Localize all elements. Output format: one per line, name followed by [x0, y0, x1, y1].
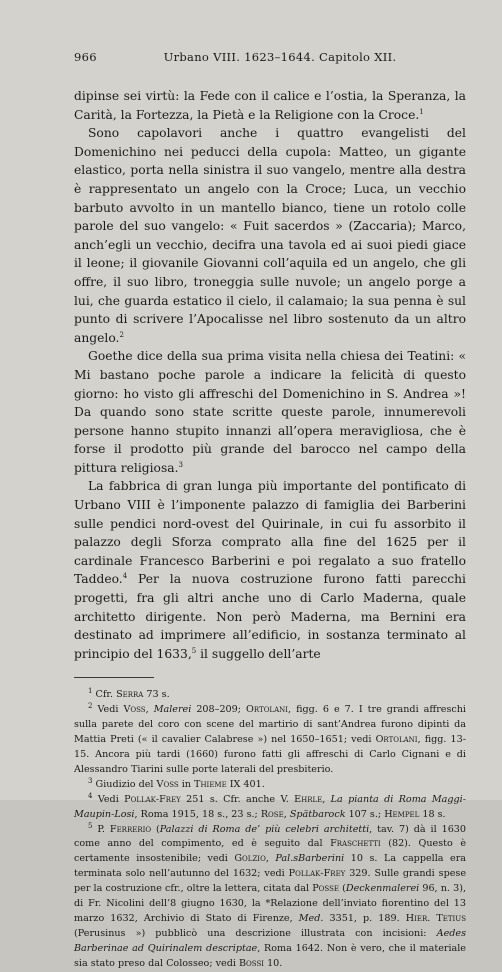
paragraph-1: dipinse sei virtù: la Fede con il calice e l’ostia, la Speranza, la Carità, la Fortezza, la Pietà e la Religione con la Croce.$^1$ — [74, 89, 466, 122]
footnote-ref[interactable]: 3 — [178, 460, 183, 469]
footnote-1: $^1$ Cfr. Serra 73 s. — [88, 687, 170, 701]
running-head — [74, 50, 466, 64]
footnote-ref[interactable]: 5 — [191, 646, 197, 655]
footnote-4: $^4$ Vedi Pollak-Frey 251 s. Cfr. anche V. Ehrle, La pianta di Roma Maggi-Maupin-Losi, Roma 1915, 18 s., 23 s.; Rose, Spätbarock 107 s.; Hempel 18 s. — [74, 791, 466, 820]
page-number: 966 — [74, 50, 97, 64]
footnote-2: $^2$ Vedi Voss, Malerei 208–209; Ortolani, figg. 6 e 7. I tre grandi affreschi sulla parete del coro con scene del martirio di sant’Andrea furono dipinti da Mattia Preti (« il cavalier Calabrese ») nel 1650–1651; vedi Ortolani, figg. 13-15. Ancora più tardi (1660) furono fatti gli affreschi di Carlo Cignani e di Alessandro Tiarini sulle porte laterali del presbiterio. — [74, 702, 466, 775]
footnote-ref[interactable]: 4 — [122, 572, 128, 581]
paragraph-2: Sono capolavori anche i quattro evangelisti del Domenichino nei peducci della cupola: Matteo, un gigante elastico, porta nella sinistra il suo vangelo, mentre alla destra è rappresentato un angelo con la Croce; Luca, un vecchio barbuto avvolto in un mantello bianco, tiene un rotolo colle parole del suo vangelo: « Fuit sacerdos » (Zaccaria); Marco, anch’egli un vecchio, decifra una tavola ed ai suoi piedi giace il leone; il giovanile Giovanni coll’aquila ed un angelo, che gli offre, il suo libro, troneggia sulle nuvole; un angelo porge a lui, che guarda estatico il cielo, il calamaio; la sua penna è sul punto di scrivere l’Apocalisse nel libro sostenuto da un altro angelo.$^2$ — [74, 126, 466, 345]
footnote-5: $^5$ P. Ferrerio (Palazzi di Roma de’ più celebri architetti, tav. 7) dà il 1630 come anno del compimento, ed è seguito dal Fraschetti (82). Questo è certamente insostenibile; vedi Golzio, Pal.sBarberini 10 s. La cappella era terminata solo nell’autunno del 1632; vedi Pollak-Frey 329. Sulle grandi spese per la costruzione cfr., oltre la lettera, citata dal Posse (Deckenmalerei 96, n. 3), di Fr. Nicolini dell’8 giugno 1630, la *Relazione dell’inviato fiorentino del 13 marzo 1632, Archivio di Stato di Firenze, Med. 3351, p. 189. Hier. Tetius (Perusinus ») pubblicò una descrizione illustrata con incisioni: Aedes Barberinae ad Quirinalem descriptae, Roma 1642. Non è vero, che il materiale sia stato preso dal Colosseo; vedi Bossi 10. — [74, 821, 467, 969]
paragraph-4: La fabbrica di gran lunga più importante del pontificato di Urbano VIII è l’imponente palazzo di famiglia dei Barberini sulle pendici nord-ovest del Quirinale, in cui fu assorbito il palazzo degli Sforza comprato alla fine del 1625 per il cardinale Francesco Barberini e poi regalato a suo fratello Taddeo.$^4$ Per la nuova costruzione furono fatti parecchi progetti, fra gli altri anche uno di Carlo Maderna, quale architetto dirigente. Non però Maderna, ma Bernini era destinato ad imprimere all’edificio, in sostanza terminato al principio del 1633,$^5$ il suggello dell’arte — [74, 479, 466, 661]
paragraph-3: Goethe dice della sua prima visita nella chiesa dei Teatini: « Mi bastano poche parole a indicare la felicità di questo giorno: ho visto gli affreschi del Domenichino in S. Andrea »! Da quando sono state scritte queste parole, innumerevoli persone hanno stupito innanzi all’opera meravigliosa, che è forse il prodotto più grande del barocco nel campo della pittura religiosa.$^3$ — [74, 349, 466, 475]
footnote-separator — [74, 677, 154, 678]
footnote-3: $^3$ Giudizio del Voss in Thieme IX 401. — [88, 776, 265, 790]
footnote-ref[interactable]: 1 — [419, 107, 424, 116]
running-title: Urbano VIII. 1623–1644. Capitolo XII. — [163, 50, 397, 64]
footnote-ref[interactable]: 2 — [119, 330, 124, 339]
footnotes — [74, 688, 466, 971]
main-text — [74, 87, 466, 663]
